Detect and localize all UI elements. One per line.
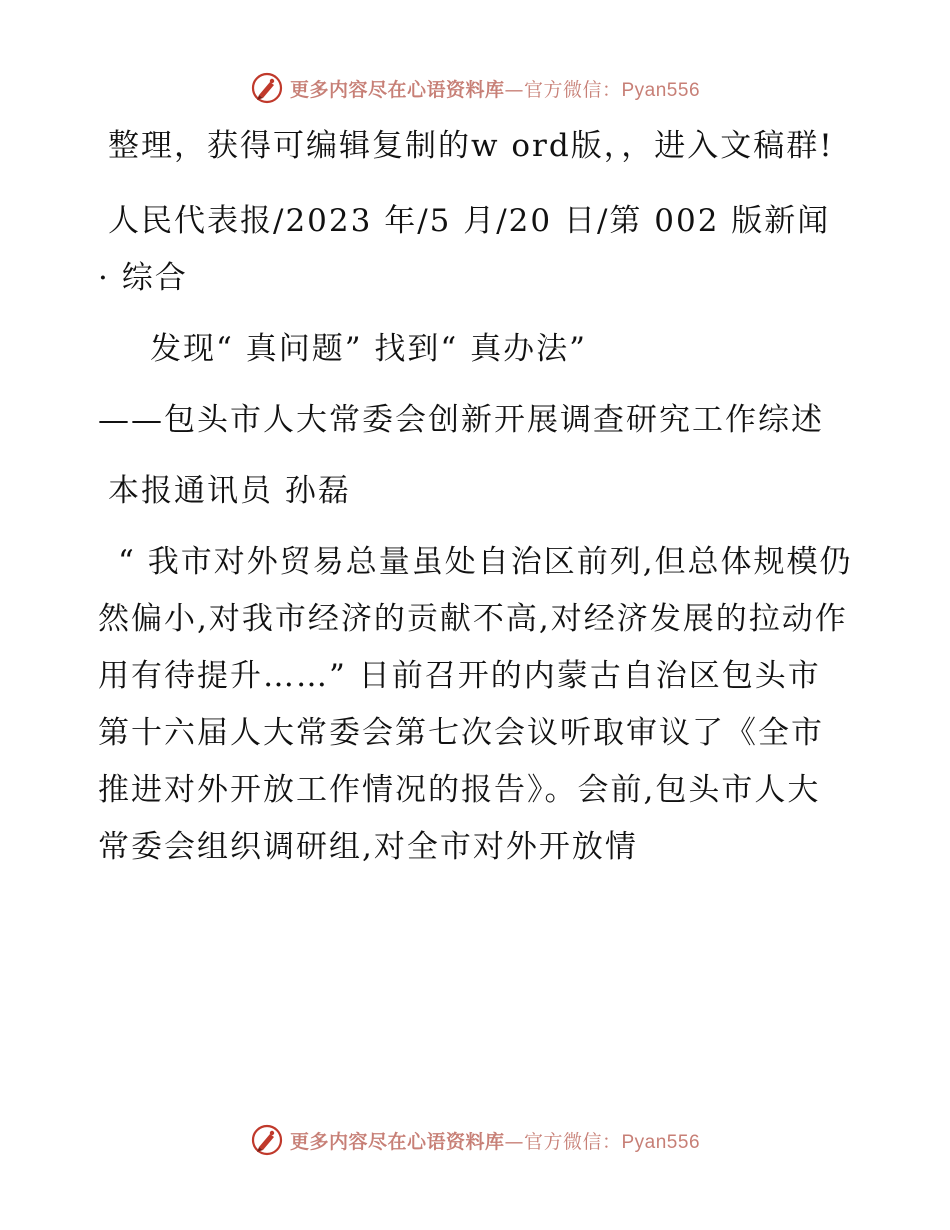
footer-watermark: [0, 1120, 950, 1160]
watermark-text: [290, 1127, 700, 1154]
watermark-wechat-id: Pyan556: [621, 1131, 701, 1153]
watermark-group-footer: [250, 1123, 700, 1157]
watermark-separator: —: [504, 1130, 524, 1153]
watermark-text: [290, 75, 700, 102]
watermark-wechat-id: Pyan556: [621, 79, 701, 101]
header-watermark: [0, 68, 950, 108]
watermark-wechat-label: 官方微信：: [523, 78, 622, 101]
article-subtitle: ——包头市人大常委会创新开展调查研究工作综述: [98, 402, 824, 438]
watermark-separator: —: [504, 78, 524, 101]
article-title: 发现“ 真问题” 找到“ 真办法”: [150, 331, 587, 367]
body-paragraph: “ 我市对外贸易总量虽处自治区前列,但总体规模仍然偏小,对我市经济的贡献不高,对经济发展的拉动作用有待提升……” 日前召开的内蒙古自治区包头市第十六届人大常委会第七次会议听取审议了《全市推进对外开放工作情况的报告》。会前,包头市人大常委会组织调研组,对全市对外开放情: [98, 544, 853, 865]
source-line: 人民代表报/2023 年/5 月/20 日/第 002 版新闻 · 综合: [98, 203, 831, 296]
byline: 本报通讯员 孙磊: [108, 473, 351, 509]
watermark-main-text: 更多内容尽在心语资料库: [289, 1130, 505, 1153]
watermark-main-text: 更多内容尽在心语资料库: [289, 78, 505, 101]
watermark-wechat-label: 官方微信：: [523, 1130, 622, 1153]
watermark-group: [250, 71, 700, 105]
intro-line: 整理，获得可编辑复制的w ord版，，进入文稿群!: [108, 128, 834, 164]
document-body: [98, 118, 853, 876]
pen-logo-icon: [250, 1123, 284, 1157]
pen-logo-icon: [250, 71, 284, 105]
